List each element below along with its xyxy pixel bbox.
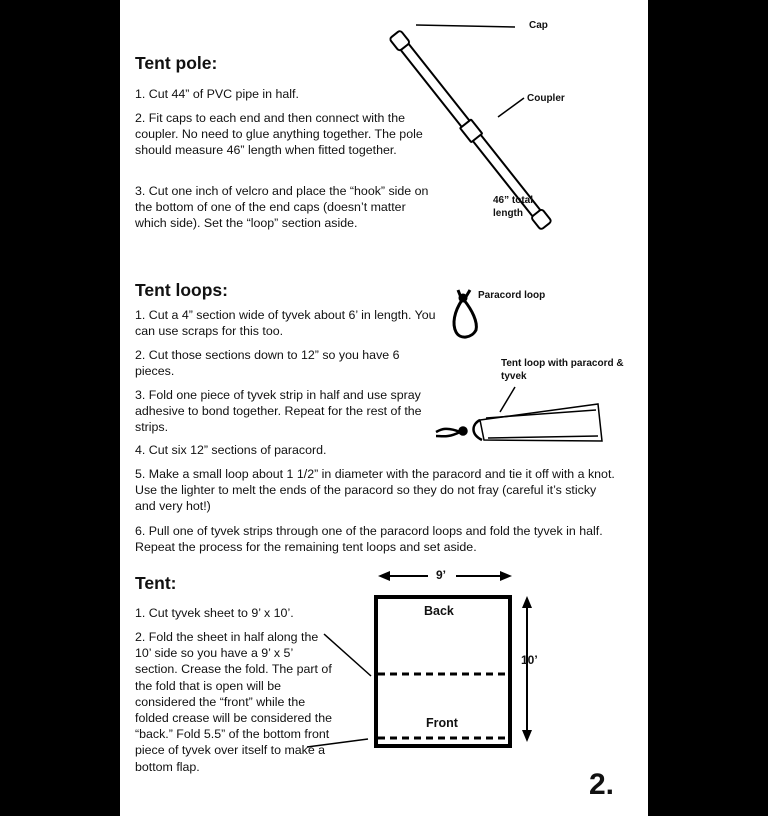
label-width: 9’ <box>436 568 447 582</box>
pole-step-2: 2. Fit caps to each end and then connect with the coupler. No need to glue anything together. The pole should measure 46” length when fitted together. <box>135 111 423 158</box>
page-number: 2. <box>589 768 615 801</box>
loops-step-5: 5. Make a small loop about 1 1/2” in diameter with the paracord and tie it off with a knot. Use the lighter to melt the ends of the paracord so they do not fray (careful it’s sticky and very hot!) <box>135 467 615 514</box>
label-tent-loop: Tent loop with paracord & tyvek <box>501 358 624 382</box>
tent-sheet-diagram <box>307 568 532 747</box>
section-heading-tent: Tent: <box>135 573 177 593</box>
tent-step-1: 1. Cut tyvek sheet to 9’ x 10’. <box>135 606 294 620</box>
label-pole-length: 46” total length <box>493 195 534 219</box>
loops-step-1: 1. Cut a 4” section wide of tyvek about 6’ in length. You can use scraps for this too. <box>135 308 436 339</box>
paracord-loop-diagram <box>454 290 476 337</box>
loops-step-3: 3. Fold one piece of tyvek strip in half and use spray adhesive to bond together. Repeat for the rest of the strips. <box>135 388 422 435</box>
label-height: 10’ <box>521 653 538 667</box>
tent-loop-diagram <box>436 387 602 441</box>
tent-step-2: 2. Fold the sheet in half along the 10’ side so you have a 9’ x 5’ section. Crease the fold. The part of the fold that is open will be considered the “front” while the folded crease will be considered the “back.” Fold 5.5” of the bottom front piece of tyvek over itself to make a bottom flap. <box>135 630 332 774</box>
instruction-page <box>120 0 648 816</box>
label-front: Front <box>426 716 458 730</box>
label-back: Back <box>424 604 454 618</box>
section-heading-tent-pole: Tent pole: <box>135 53 218 73</box>
loops-step-2: 2. Cut those sections down to 12” so you have 6 pieces. <box>135 348 400 379</box>
loops-step-4: 4. Cut six 12” sections of paracord. <box>135 443 327 457</box>
label-paracord-loop: Paracord loop <box>478 290 546 301</box>
section-heading-tent-loops: Tent loops: <box>135 280 228 300</box>
pole-step-3: 3. Cut one inch of velcro and place the “hook” side on the bottom of one of the end caps (doesn’t matter which side). Set the “loop” section aside. <box>135 184 429 231</box>
loops-step-6: 6. Pull one of tyvek strips through one of the paracord loops and fold the tyvek in half. Repeat the process for the remaining tent loops and set aside. <box>135 524 603 555</box>
label-cap: Cap <box>529 20 548 31</box>
label-coupler: Coupler <box>527 93 565 104</box>
pole-step-1: 1. Cut 44” of PVC pipe in half. <box>135 87 299 101</box>
